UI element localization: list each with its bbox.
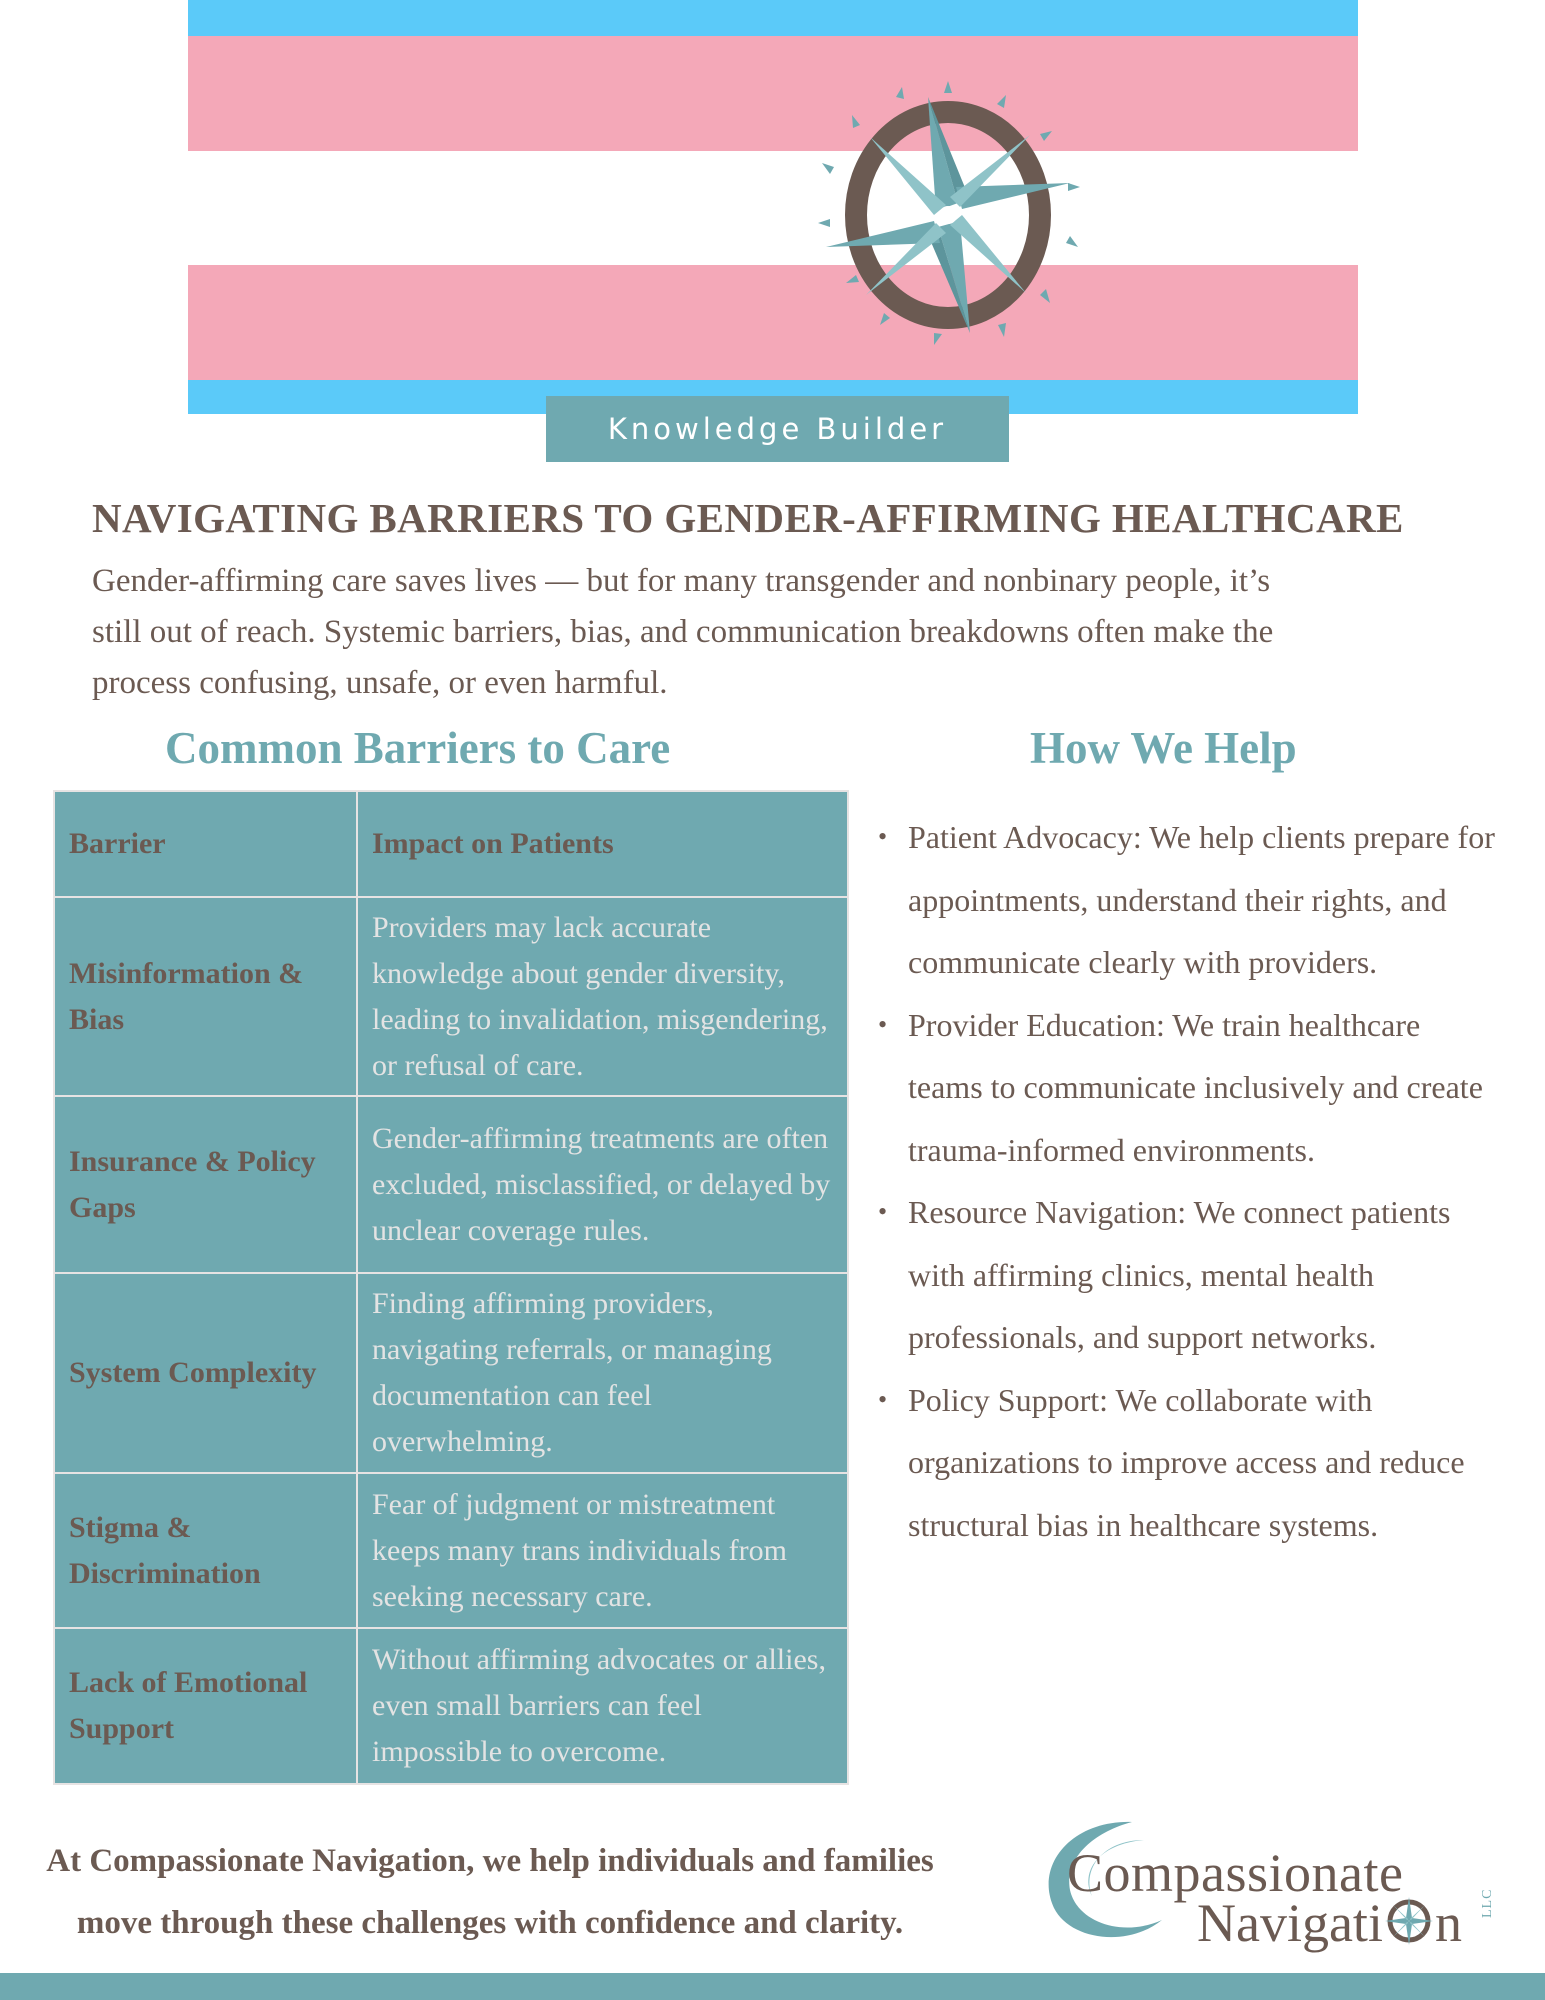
help-item-text: Provider Education: We train healthcare teams to communicate inclusively and create trauma-informed environments. <box>908 1006 1483 1168</box>
intro-line: process confusing, unsafe, or even harmful. <box>92 665 668 701</box>
table-row <box>54 1096 848 1273</box>
intro-line: still out of reach. Systemic barriers, bias, and communication breakdowns often make the <box>92 614 1274 650</box>
help-item-text: Resource Navigation: We connect patients with affirming clinics, mental health professionals, and support networks. <box>908 1194 1451 1355</box>
list-item <box>878 806 1498 994</box>
table-row <box>54 1628 848 1784</box>
barrier-cell: Misinformation & Bias <box>54 897 357 1096</box>
footer-bar <box>0 1973 1545 2000</box>
intro-paragraph <box>92 556 1492 709</box>
table-header-row <box>54 791 848 897</box>
help-item-text: Policy Support: We collaborate with organizations to improve access and reduce structural bias in healthcare systems. <box>908 1381 1465 1543</box>
closing-line: At Compassionate Navigation, we help individuals and families <box>46 1843 934 1879</box>
barrier-cell: Insurance & Policy Gaps <box>54 1096 357 1273</box>
help-list <box>878 806 1498 1556</box>
impact-cell: Finding affirming providers, navigating referrals, or managing documentation can feel overwhelming. <box>357 1273 848 1473</box>
table-row <box>54 1473 848 1628</box>
impact-cell: Gender-affirming treatments are often excluded, misclassified, or delayed by unclear coverage rules. <box>357 1096 848 1273</box>
flag-stripe-pink <box>188 265 1358 380</box>
barrier-cell: Stigma & Discrimination <box>54 1473 357 1628</box>
intro-line: Gender-affirming care saves lives — but for many transgender and nonbinary people, it’s <box>92 563 1271 599</box>
compass-emblem-icon <box>808 75 1088 355</box>
column-header-impact: Impact on Patients <box>357 791 848 897</box>
barriers-table <box>53 790 849 1785</box>
bullet-icon: • <box>878 1384 888 1414</box>
barriers-heading: Common Barriers to Care <box>165 723 671 773</box>
closing-line: move through these challenges with confidence and clarity. <box>76 1905 904 1941</box>
flag-stripe-white <box>188 151 1358 265</box>
company-logo <box>1032 1810 1502 1970</box>
list-item <box>878 1181 1498 1369</box>
page-title: NAVIGATING BARRIERS TO GENDER-AFFIRMING HEALTHCARE <box>92 495 1404 541</box>
bullet-icon: • <box>878 822 888 851</box>
flag-stripe-pink <box>188 36 1358 151</box>
impact-cell: Providers may lack accurate knowledge about gender diversity, leading to invalidation, misgendering, or refusal of care. <box>357 897 848 1096</box>
flag-stripe-blue <box>188 0 1358 36</box>
table-row <box>54 897 848 1096</box>
barrier-cell: System Complexity <box>54 1273 357 1473</box>
barrier-cell: Lack of Emotional Support <box>54 1628 357 1784</box>
bullet-icon: • <box>878 1197 888 1226</box>
logo-llc-suffix: LLC <box>1480 1888 1495 1918</box>
bullet-icon: • <box>878 1009 888 1039</box>
impact-cell: Fear of judgment or mistreatment keeps many trans individuals from seeking necessary care. <box>357 1473 848 1628</box>
logo-word-navigation <box>1197 1892 1462 1954</box>
compass-rose-icon <box>1383 1895 1435 1947</box>
table-row <box>54 1273 848 1473</box>
logo-word-part: n <box>1434 1893 1462 1953</box>
impact-cell: Without affirming advocates or allies, even small barriers can feel impossible to overcome. <box>357 1628 848 1784</box>
help-item-text: Patient Advocacy: We help clients prepare for appointments, understand their rights, and communicate clearly with providers. <box>908 819 1495 980</box>
list-item <box>878 994 1498 1182</box>
trans-flag-banner <box>188 0 1358 414</box>
list-item <box>878 1369 1498 1557</box>
closing-statement <box>20 1830 960 1954</box>
logo-word-compassionate: Compassionate <box>1067 1843 1404 1903</box>
knowledge-builder-badge: Knowledge Builder <box>546 396 1009 462</box>
how-we-help-heading: How We Help <box>1030 723 1297 773</box>
column-header-barrier: Barrier <box>54 791 357 897</box>
logo-word-part: Navigati <box>1197 1893 1383 1953</box>
